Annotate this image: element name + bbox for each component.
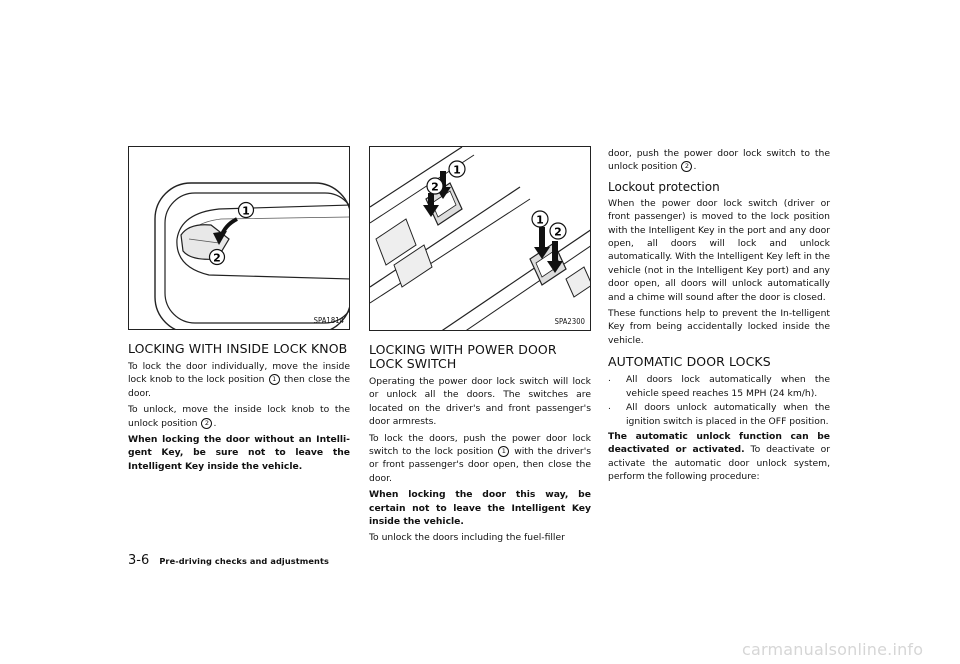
paragraph (608, 430, 830, 484)
circled-number-2: 2 (201, 418, 212, 429)
paragraph (369, 432, 591, 486)
text: To deactivate or activate the automatic door unlock system, perform the following procedure: (608, 444, 830, 483)
text: To unlock, move the inside lock knob to the unlock position (128, 404, 350, 429)
column-middle (369, 146, 591, 548)
figure-power-door-lock-switch (369, 146, 591, 331)
paragraph: When the power door lock switch (driver or front passenger) is moved to the lock position with the Intelligent Key in the port and any door open, all doors will lock and unlock automatically. With the Intelligent Key left in the vehicle (not in the Intelligent Key port) and any door open, all doors will unlock automatically and a chime will sound after the door is closed. (608, 197, 830, 303)
list-item (608, 373, 830, 400)
marker-1: 1 (242, 204, 250, 218)
page-footer (128, 549, 428, 568)
paragraph (128, 360, 350, 400)
marker-2: 2 (431, 180, 439, 194)
paragraph: Operating the power door lock switch will lock or unlock all the doors. The switches are located on the driver's and front passenger's door armrests. (369, 376, 591, 428)
bullet-list (608, 373, 830, 428)
section-heading-power-lock: LOCKING WITH POWER DOOR LOCK SWITCH (369, 342, 557, 371)
figure-inside-lock-knob (128, 146, 350, 330)
page-number: 3-6 (128, 553, 150, 568)
bold-text: When locking the door this way, be certain not to leave the Intelligent Key inside the vehicle. (369, 489, 591, 528)
text: All doors lock automatically when the vehicle speed reaches 15 MPH (24 km/h). (626, 374, 830, 399)
bold-text: The automatic unlock function can be deactivated or activated. (608, 430, 830, 456)
warning-paragraph (128, 433, 350, 473)
marker-1: 1 (536, 213, 544, 227)
text: door, push the power door lock switch to the unlock position (608, 148, 830, 173)
text: To lock the door individually, move the inside lock knob to the lock position (128, 361, 350, 386)
inside-lock-knob-illustration (129, 147, 350, 330)
circled-number-2: 2 (681, 161, 692, 172)
bullet: . (608, 374, 611, 385)
power-lock-switch-illustration (370, 147, 591, 331)
watermark: carmanualsonline.info (742, 640, 924, 659)
chapter-title: Pre-driving checks and adjustments (159, 556, 329, 566)
circled-number-1: 1 (269, 374, 280, 385)
text: then close the door. (128, 374, 351, 399)
column-left (128, 146, 350, 476)
section-heading-inside-lock: LOCKING WITH INSIDE LOCK KNOB (128, 341, 348, 356)
text: . (693, 161, 697, 173)
marker-2: 2 (213, 251, 221, 265)
paragraph (128, 403, 350, 430)
marker-1: 1 (453, 163, 461, 177)
subheading-lockout-protection: Lockout protection (608, 179, 720, 194)
circled-number-1: 1 (498, 446, 509, 457)
paragraph (608, 147, 830, 174)
figure-code: SPA1814 (313, 316, 344, 325)
column-right (608, 147, 830, 487)
warning-paragraph (369, 488, 591, 528)
text: with the driver's or front passenger's door open, then close the door. (369, 446, 592, 484)
list-item (608, 401, 830, 428)
text: All doors unlock automatically when the ignition switch is placed in the OFF position. (626, 402, 830, 427)
marker-2: 2 (554, 225, 562, 239)
paragraph: To unlock the doors including the fuel-filler (369, 532, 565, 544)
bullet: . (608, 402, 611, 413)
bold-text: When locking the door without an Intelli-gent Key, be sure not to leave the Intelligent Key inside the vehicle. (128, 434, 350, 472)
text: To lock the doors, push the power door lock switch to the lock position (369, 432, 591, 458)
paragraph: These functions help to prevent the In-telligent Key from being accidentally locked inside the vehicle. (608, 308, 830, 346)
figure-code: SPA2300 (554, 317, 585, 326)
section-heading-automatic-door-locks: AUTOMATIC DOOR LOCKS (608, 354, 771, 370)
text: . (213, 417, 217, 429)
